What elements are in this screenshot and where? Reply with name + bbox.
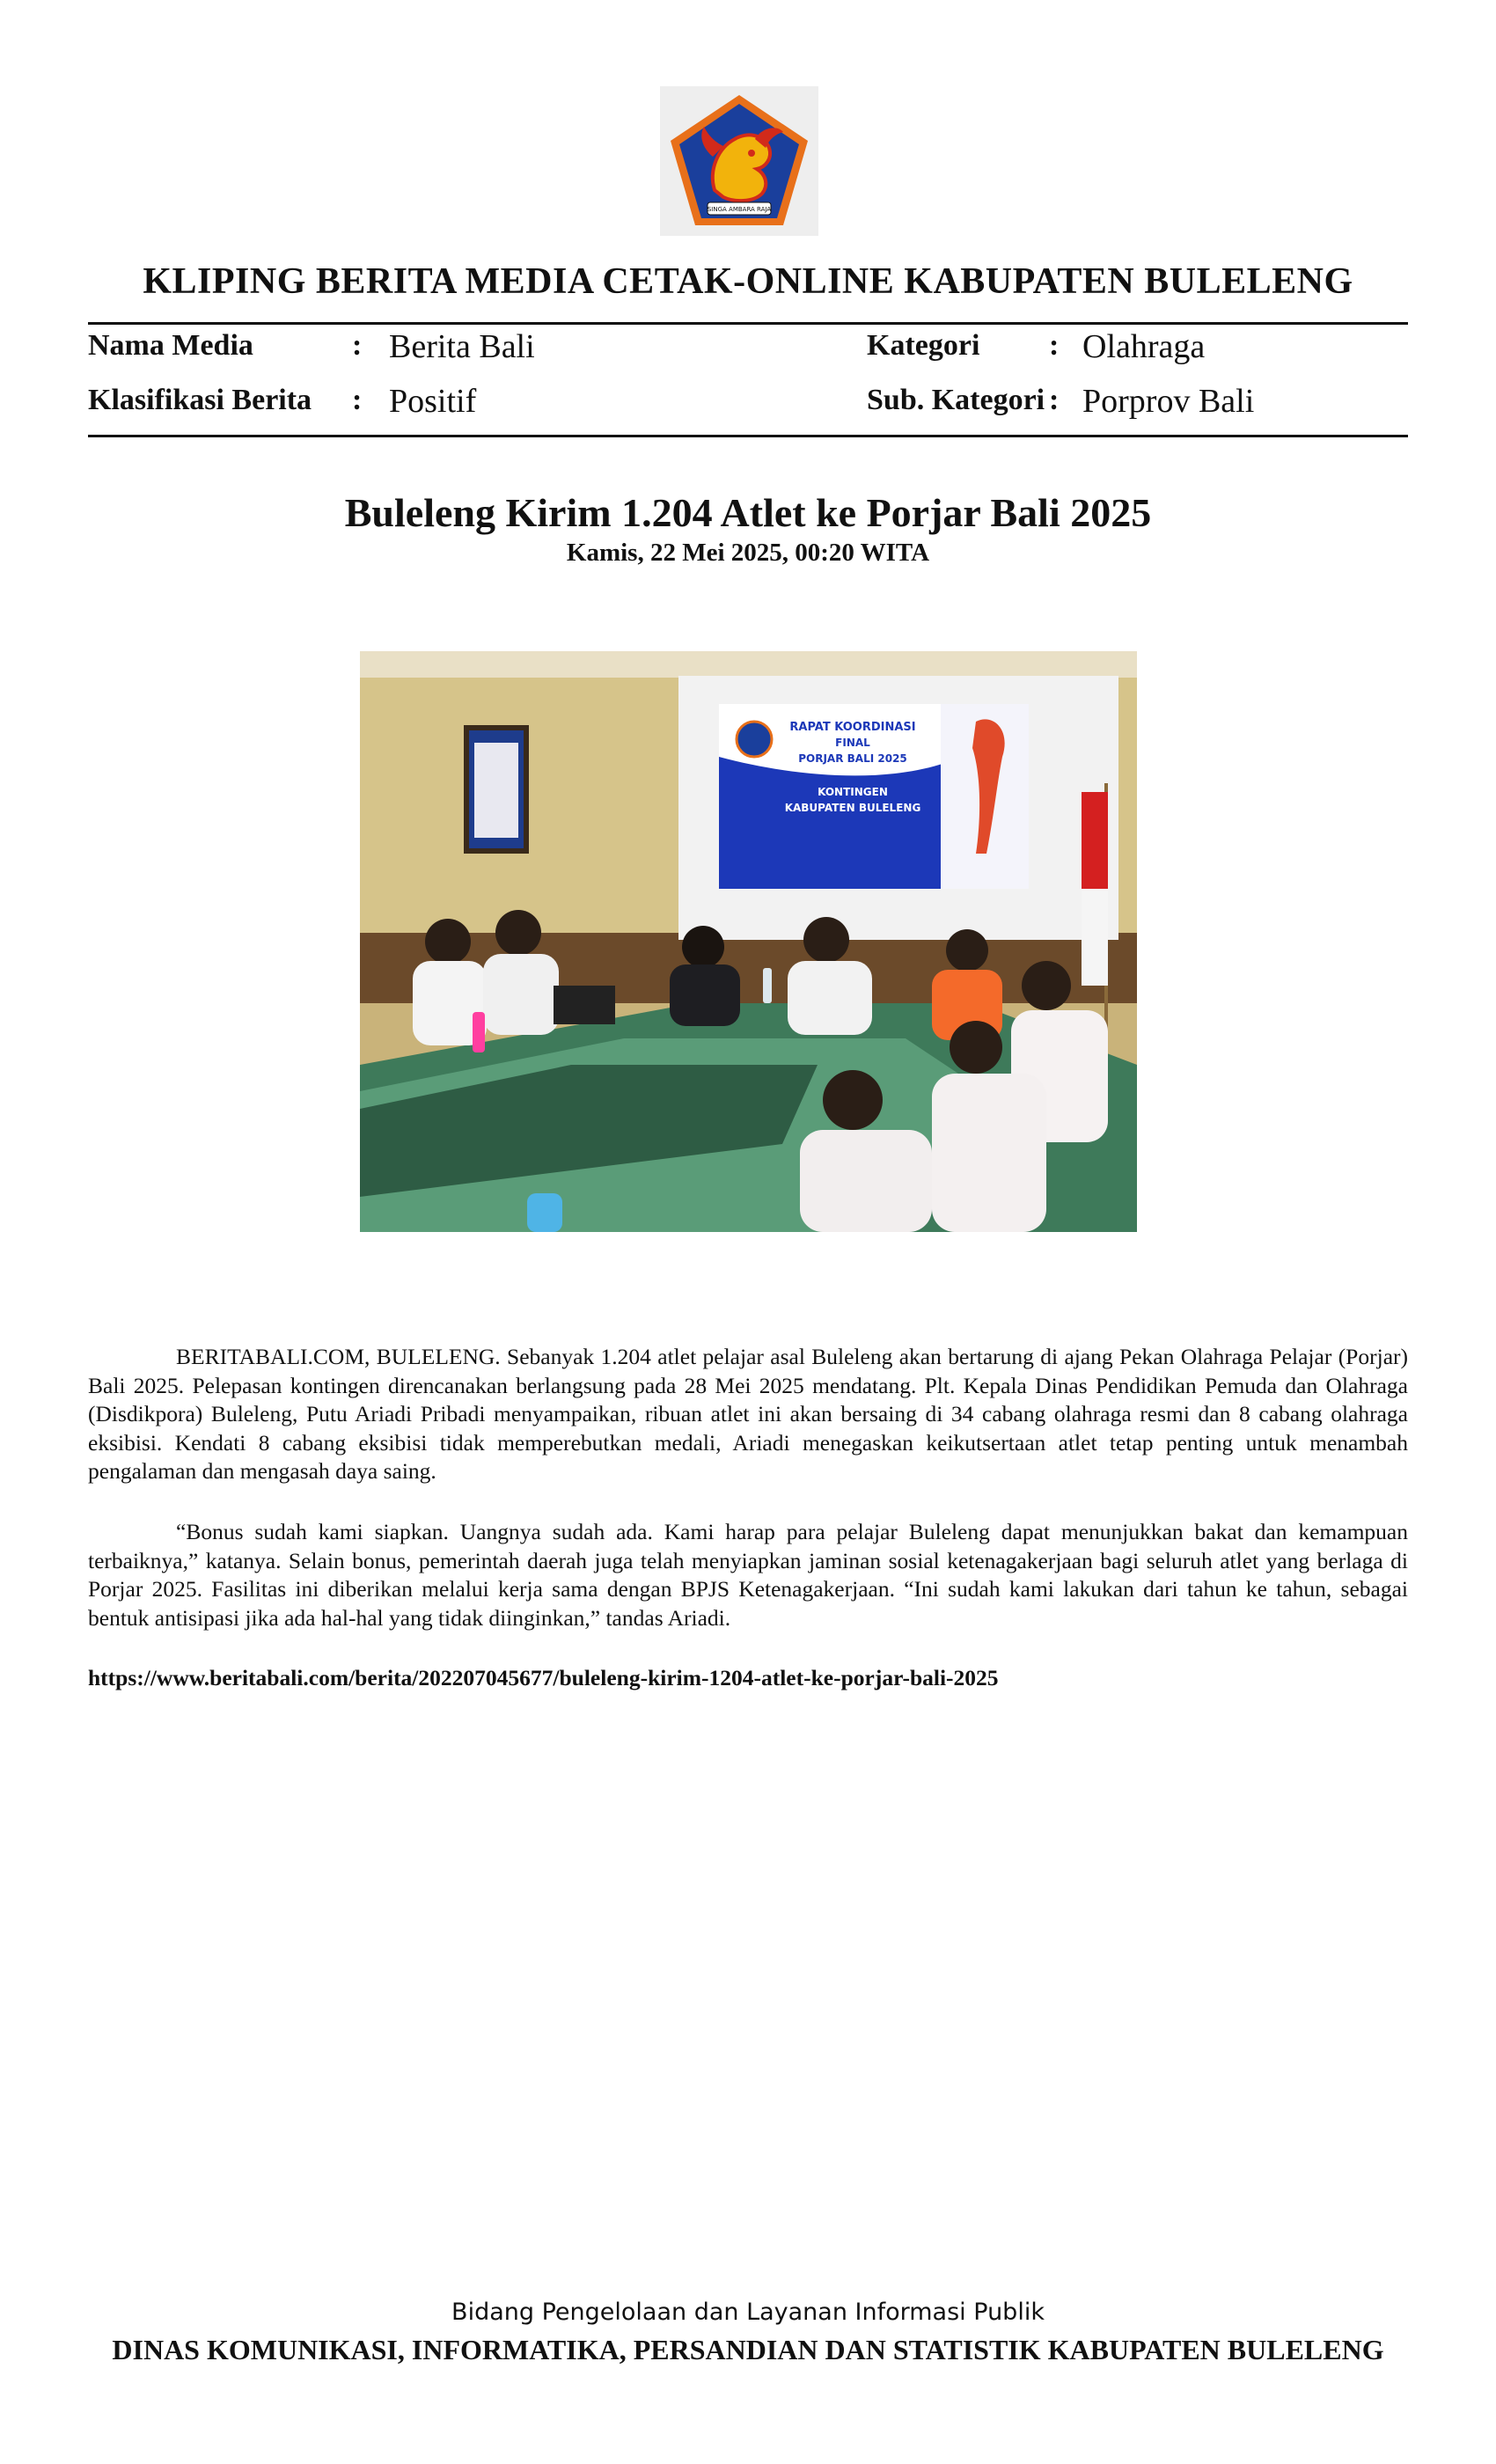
article-headline: Buleleng Kirim 1.204 Atlet ke Porjar Bali 2025 [344,490,1152,535]
colon: : [352,384,363,416]
kategori-label: Kategori [867,329,980,362]
colon: : [1049,384,1060,416]
kategori-value: Olahraga [1082,328,1206,365]
klasifikasi-label: Klasifikasi Berita [88,384,312,416]
nama-media-value: Berita Bali [389,328,535,365]
sub-kategori-value: Porprov Bali [1082,383,1255,420]
sub-kategori-label: Sub. Kategori [867,384,1045,416]
article-paragraph-2: “Bonus sudah kami siapkan. Uangnya sudah ada. Kami harap para pelajar Buleleng dapat menunjukkan bakat dan kemampuan terbaiknya,” katanya. Selain bonus, pemerintah daerah juga telah menyiapkan jaminan sosial ketenagakerjaan bagi seluruh atlet yang berlaga di Porjar 2025. Fasilitas ini diberikan melalui kerja sama dengan BPJS Ketenagakerjaan. “Ini sudah kami lakukan dari tahun ke tahun, sebagai bentuk antisipasi jika ada hal-hal yang tidak diinginkan,” tandas Ariadi. [88,1519,1408,1631]
article-photo [360,651,1137,1232]
svg-text:KONTINGEN: KONTINGEN [818,786,888,798]
article-dateline: Kamis, 22 Mei 2025, 00:20 WITA [566,539,930,567]
article-paragraph-1: BERITABALI.COM, BULELENG. Sebanyak 1.204 atlet pelajar asal Buleleng akan bertarung di ajang Pekan Olahraga Pelajar (Porjar) Bali 2025. Pelepasan kontingen direncanakan berlangsung pada 28 Mei 2025 mendatang. Plt. Kepala Dinas Pendidikan Pemuda dan Olahraga (Disdikpora) Buleleng, Putu Ariadi Pribadi menyampaikan, ribuan atlet ini akan bersaing di 34 cabang olahraga resmi dan 8 cabang olahraga eksibisi. Kendati 8 cabang eksibisi tidak memperebutkan medali, Ariadi menegaskan keikutsertaan atlet tetap penting untuk menambah pengalaman dan mengasah daya saing. [88,1344,1408,1484]
footer-agency: DINAS KOMUNIKASI, INFORMATIKA, PERSANDIAN DAN STATISTIK KABUPATEN BULELENG [112,2334,1384,2365]
colon: : [352,329,363,362]
svg-text:PORJAR BALI 2025: PORJAR BALI 2025 [798,752,907,765]
klasifikasi-value: Positif [389,383,477,420]
buleleng-emblem-logo [660,86,818,236]
header-bottom-rule [88,435,1408,437]
svg-text:FINAL: FINAL [835,737,870,749]
footer-department: Bidang Pengelolaan dan Layanan Informasi Publik [451,2299,1045,2326]
svg-text:KABUPATEN BULELENG: KABUPATEN BULELENG [784,802,921,814]
document-title: KLIPING BERITA MEDIA CETAK-ONLINE KABUPATEN BULELENG [143,261,1353,302]
svg-text:SINGA AMBARA RAJA: SINGA AMBARA RAJA [707,206,772,213]
header-top-rule [88,322,1408,325]
source-url: https://www.beritabali.com/berita/202207045677/buleleng-kirim-1204-atlet-ke-porjar-bali-2025 [88,1665,999,1690]
colon: : [1049,329,1060,362]
svg-text:RAPAT KOORDINASI: RAPAT KOORDINASI [789,721,916,734]
nama-media-label: Nama Media [88,329,253,362]
